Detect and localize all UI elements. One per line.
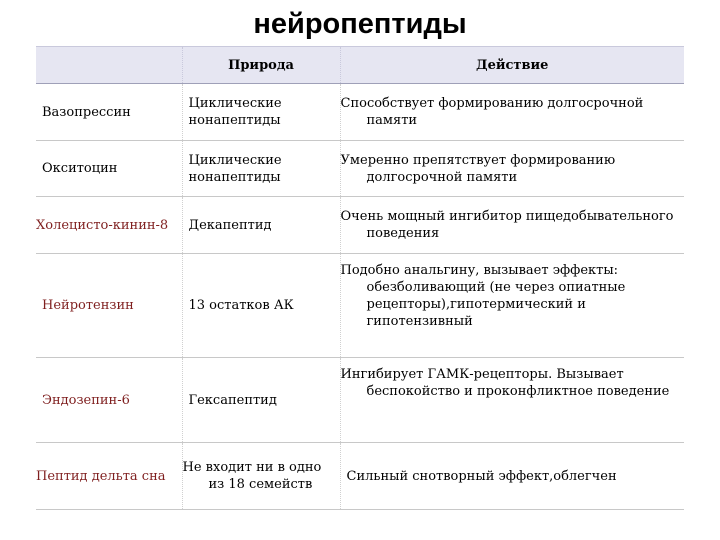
row-action: Способствует формированию долгосрочной памяти xyxy=(340,84,684,141)
row-nature: Циклические нонапептиды xyxy=(182,141,340,197)
header-empty xyxy=(36,47,182,84)
header-action: Действие xyxy=(340,47,684,84)
table-row xyxy=(36,443,684,510)
row-action: Умеренно препятствует формированию долгосрочной памяти xyxy=(340,141,684,197)
row-nature: Не входит ни в одно из 18 семейств xyxy=(182,443,340,510)
row-name: Пептид дельта сна xyxy=(36,443,182,510)
row-action: Сильный снотворный эффект,облегчен xyxy=(340,443,684,510)
row-action: Ингибирует ГАМК-рецепторы. Вызывает беспокойство и проконфликтное поведение xyxy=(340,358,684,443)
table-row xyxy=(36,254,684,358)
row-action: Очень мощный ингибитор пищедобывательного поведения xyxy=(340,197,684,254)
row-nature: Декапептид xyxy=(182,197,340,254)
row-name: Нейротензин xyxy=(36,254,182,358)
table-row xyxy=(36,358,684,443)
neuropeptides-table xyxy=(36,46,684,510)
table-row xyxy=(36,197,684,254)
slide-title: нейропептиды xyxy=(253,8,467,40)
table-row xyxy=(36,141,684,197)
row-name: Вазопрессин xyxy=(36,84,182,141)
header-nature: Природа xyxy=(182,47,340,84)
table-row xyxy=(36,84,684,141)
row-name: Окситоцин xyxy=(36,141,182,197)
row-nature: 13 остатков АК xyxy=(182,254,340,358)
row-action: Подобно анальгину, вызывает эффекты: обезболивающий (не через опиатные рецепторы),гипотермический и гипотензивный xyxy=(340,254,684,358)
row-nature: Гексапептид xyxy=(182,358,340,443)
table-header-row xyxy=(36,47,684,84)
row-nature: Циклические нонапептиды xyxy=(182,84,340,141)
row-name: Эндозепин-6 xyxy=(36,358,182,443)
row-name: Холецисто-кинин-8 xyxy=(36,197,182,254)
